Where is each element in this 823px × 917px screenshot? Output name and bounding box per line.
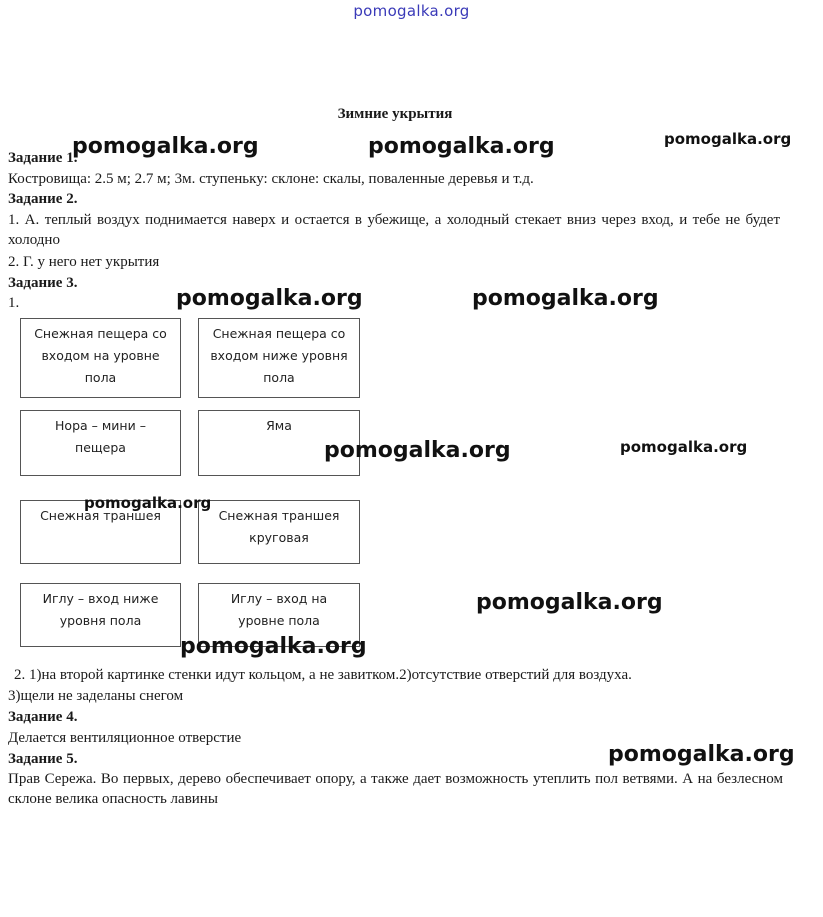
shelter-box-4: Яма bbox=[198, 410, 360, 476]
task3-item2-line1: 2. 1)на второй картинке стенки идут кольцом, а не завитком.2)отсутствие отверстий для воздуха. bbox=[14, 667, 632, 683]
watermark: pomogalka.org bbox=[620, 438, 748, 456]
watermark: pomogalka.org bbox=[608, 742, 795, 767]
shelter-box-3: Нора – мини – пещера bbox=[20, 410, 181, 476]
task2-heading: Задание 2. bbox=[8, 191, 78, 207]
task3-item2-line2: 3)щели не заделаны снегом bbox=[8, 688, 184, 704]
top-watermark: pomogalka.org bbox=[353, 2, 470, 20]
shelter-box-2: Снежная пещера со входом ниже уровня пола bbox=[198, 318, 360, 398]
task1-heading: Задание 1. bbox=[8, 150, 78, 166]
shelter-box-1: Снежная пещера со входом на уровне пола bbox=[20, 318, 181, 398]
task4-text: Делается вентиляционное отверстие bbox=[8, 730, 242, 746]
task5-heading: Задание 5. bbox=[8, 751, 78, 767]
task2-item1: 1. А. теплый воздух поднимается наверх и остается в убежище, а холодный стекает вниз через вход, и тебе не будет холодно bbox=[8, 212, 780, 248]
task1-text: Костровища: 2.5 м; 2.7 м; 3м. ступеньку: склоне: скалы, поваленные деревья и т.д. bbox=[8, 171, 534, 187]
shelter-box-6: Снежная траншея круговая bbox=[198, 500, 360, 564]
watermark: pomogalka.org bbox=[84, 494, 212, 512]
task3-item1-label: 1. bbox=[8, 295, 20, 311]
watermark: pomogalka.org bbox=[472, 286, 659, 311]
watermark: pomogalka.org bbox=[176, 286, 363, 311]
task2-item2: 2. Г. у него нет укрытия bbox=[8, 254, 160, 270]
watermark: pomogalka.org bbox=[72, 134, 259, 159]
task4-heading: Задание 4. bbox=[8, 709, 78, 725]
watermark: pomogalka.org bbox=[664, 130, 792, 148]
watermark: pomogalka.org bbox=[476, 590, 663, 615]
task3-heading: Задание 3. bbox=[8, 275, 78, 291]
watermark: pomogalka.org bbox=[324, 438, 511, 463]
shelter-box-5: Снежная траншея bbox=[20, 500, 181, 564]
task5-text: Прав Сережа. Во первых, дерево обеспечивает опору, а также дает возможность утеплить пол ветвями. А на безлесном склоне велика опасность лавины bbox=[8, 771, 783, 807]
page-title: Зимние укрытия bbox=[337, 106, 453, 122]
watermark: pomogalka.org bbox=[368, 134, 555, 159]
shelter-box-8: Иглу – вход на уровне пола bbox=[198, 583, 360, 647]
watermark: pomogalka.org bbox=[180, 634, 367, 659]
shelter-box-7: Иглу – вход ниже уровня пола bbox=[20, 583, 181, 647]
